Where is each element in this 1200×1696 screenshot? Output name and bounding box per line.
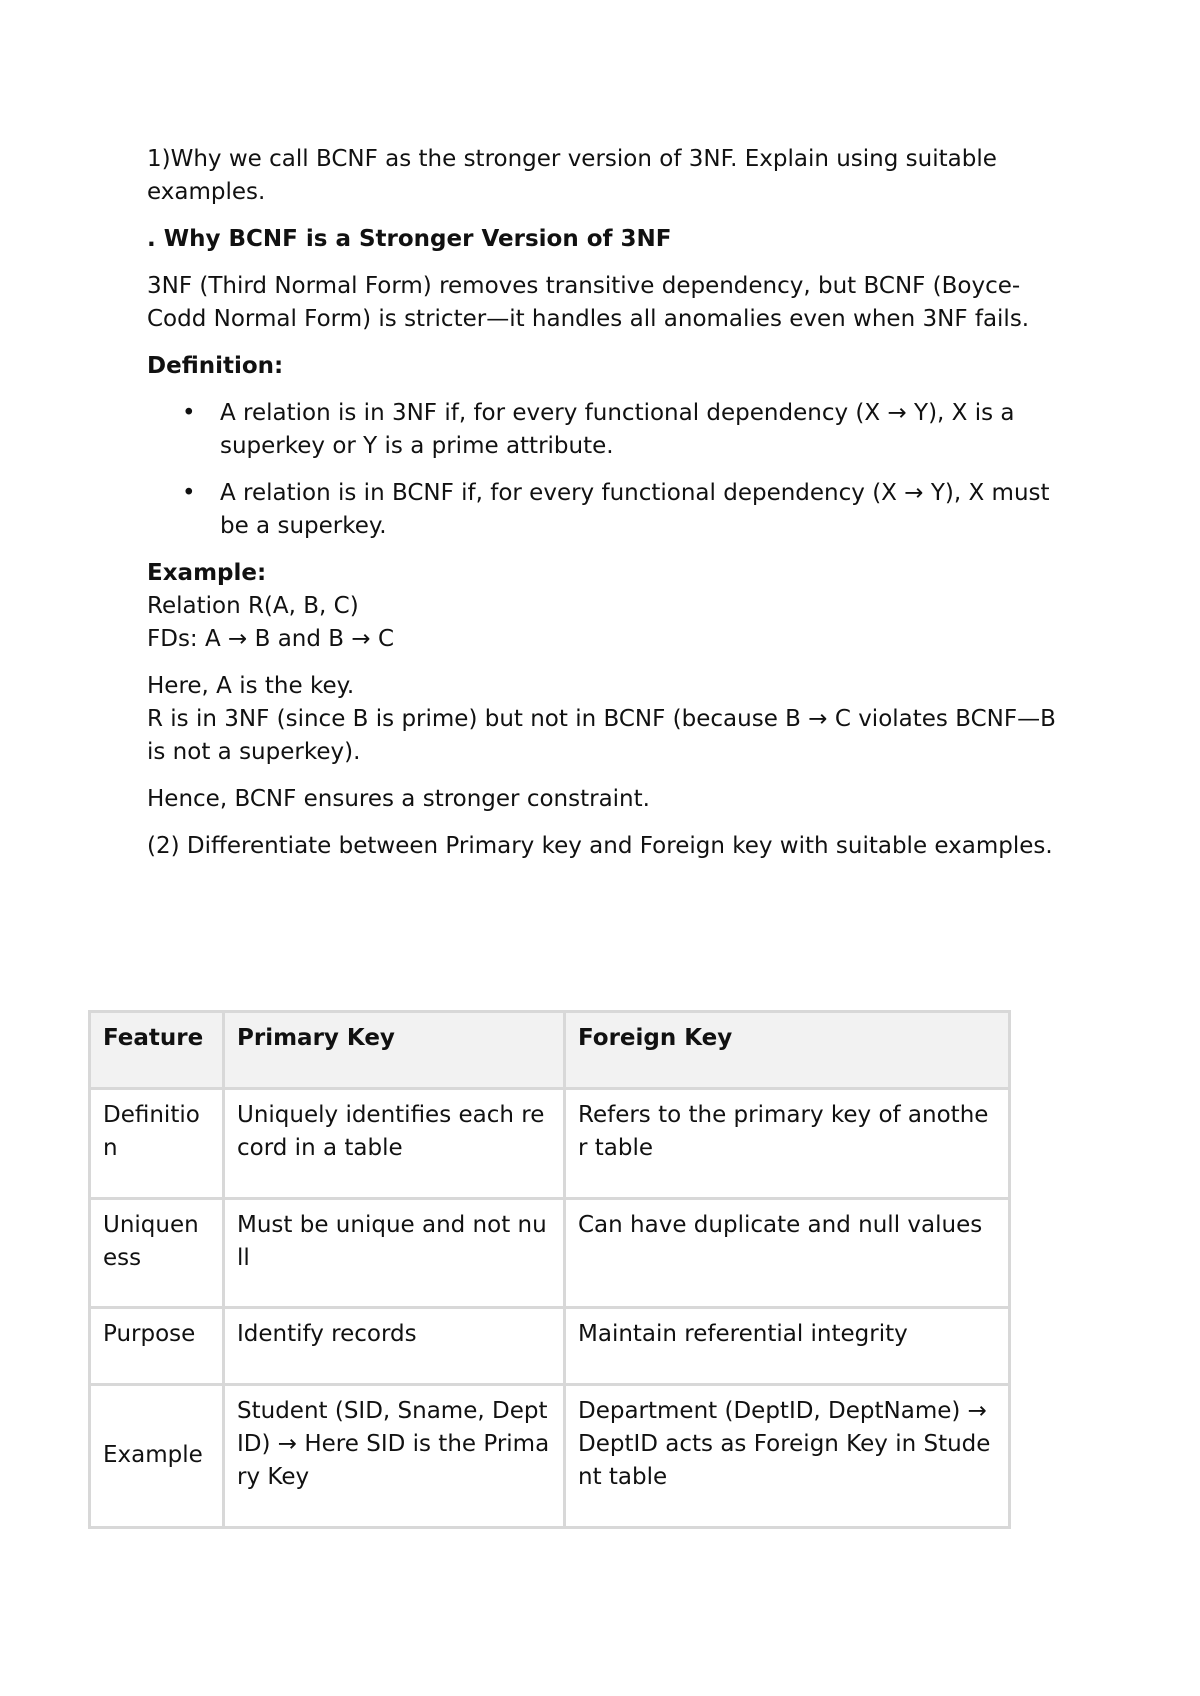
example-label: Example:	[147, 560, 267, 586]
analysis-block	[147, 670, 1077, 769]
definition-text: A relation is in 3NF if, for every functional dependency (X → Y), X is a superkey or Y is a prime attribute.	[220, 400, 1015, 459]
header-primary-key: Primary Key	[224, 1012, 565, 1089]
table-cell-feature: Purpose	[90, 1308, 224, 1385]
definition-item-3nf	[147, 397, 1077, 463]
table-cell-foreign: Refers to the primary key of another table	[565, 1089, 1010, 1199]
document-body	[147, 143, 1077, 877]
table-cell-feature: Uniqueness	[90, 1199, 224, 1308]
table-cell-foreign: Maintain referential integrity	[565, 1308, 1010, 1385]
comparison-table	[88, 1010, 1011, 1529]
table-row	[90, 1308, 1010, 1385]
key-line: Here, A is the key.	[147, 673, 355, 699]
definition-label: Definition:	[147, 353, 284, 379]
question-2: (2) Differentiate between Primary key and Foreign key with suitable examples.	[147, 833, 1053, 859]
table-cell-feature: Example	[90, 1385, 224, 1528]
bullet-icon: •	[182, 400, 196, 426]
table-header-row	[90, 1012, 1010, 1089]
table-cell-feature: Definition	[90, 1089, 224, 1199]
bullet-icon: •	[182, 480, 196, 506]
header-foreign-key: Foreign Key	[565, 1012, 1010, 1089]
definition-list	[147, 397, 1077, 543]
table-cell-primary: Student (SID, Sname, Dept ID) → Here SID is the Primary Key	[224, 1385, 565, 1528]
table-row	[90, 1089, 1010, 1199]
table-cell-foreign: Department (DeptID, DeptName) → DeptID acts as Foreign Key in Student table	[565, 1385, 1010, 1528]
table-row	[90, 1385, 1010, 1528]
header-feature: Feature	[90, 1012, 224, 1089]
table-row	[90, 1199, 1010, 1308]
table-cell-primary: Uniquely identifies each record in a table	[224, 1089, 565, 1199]
definition-item-bcnf	[147, 477, 1077, 543]
intro-paragraph: 3NF (Third Normal Form) removes transitive dependency, but BCNF (Boyce-Codd Normal Form) is stricter—it handles all anomalies even when 3NF fails.	[147, 273, 1030, 332]
question-1: 1)Why we call BCNF as the stronger version of 3NF. Explain using suitable examples.	[147, 146, 997, 205]
table-cell-foreign: Can have duplicate and null values	[565, 1199, 1010, 1308]
analysis-line: R is in 3NF (since B is prime) but not in BCNF (because B → C violates BCNF—B is not a superkey).	[147, 706, 1056, 765]
table-cell-primary: Must be unique and not null	[224, 1199, 565, 1308]
conclusion: Hence, BCNF ensures a stronger constraint.	[147, 786, 650, 812]
section-heading-bcnf: . Why BCNF is a Stronger Version of 3NF	[147, 226, 672, 252]
definition-text: A relation is in BCNF if, for every functional dependency (X → Y), X must be a superkey.	[220, 480, 1050, 539]
example-relation: Relation R(A, B, C)	[147, 593, 359, 619]
example-fds: FDs: A → B and B → C	[147, 626, 395, 652]
table-cell-primary: Identify records	[224, 1308, 565, 1385]
example-block	[147, 557, 1077, 656]
comparison-table-wrapper	[88, 1010, 1011, 1529]
